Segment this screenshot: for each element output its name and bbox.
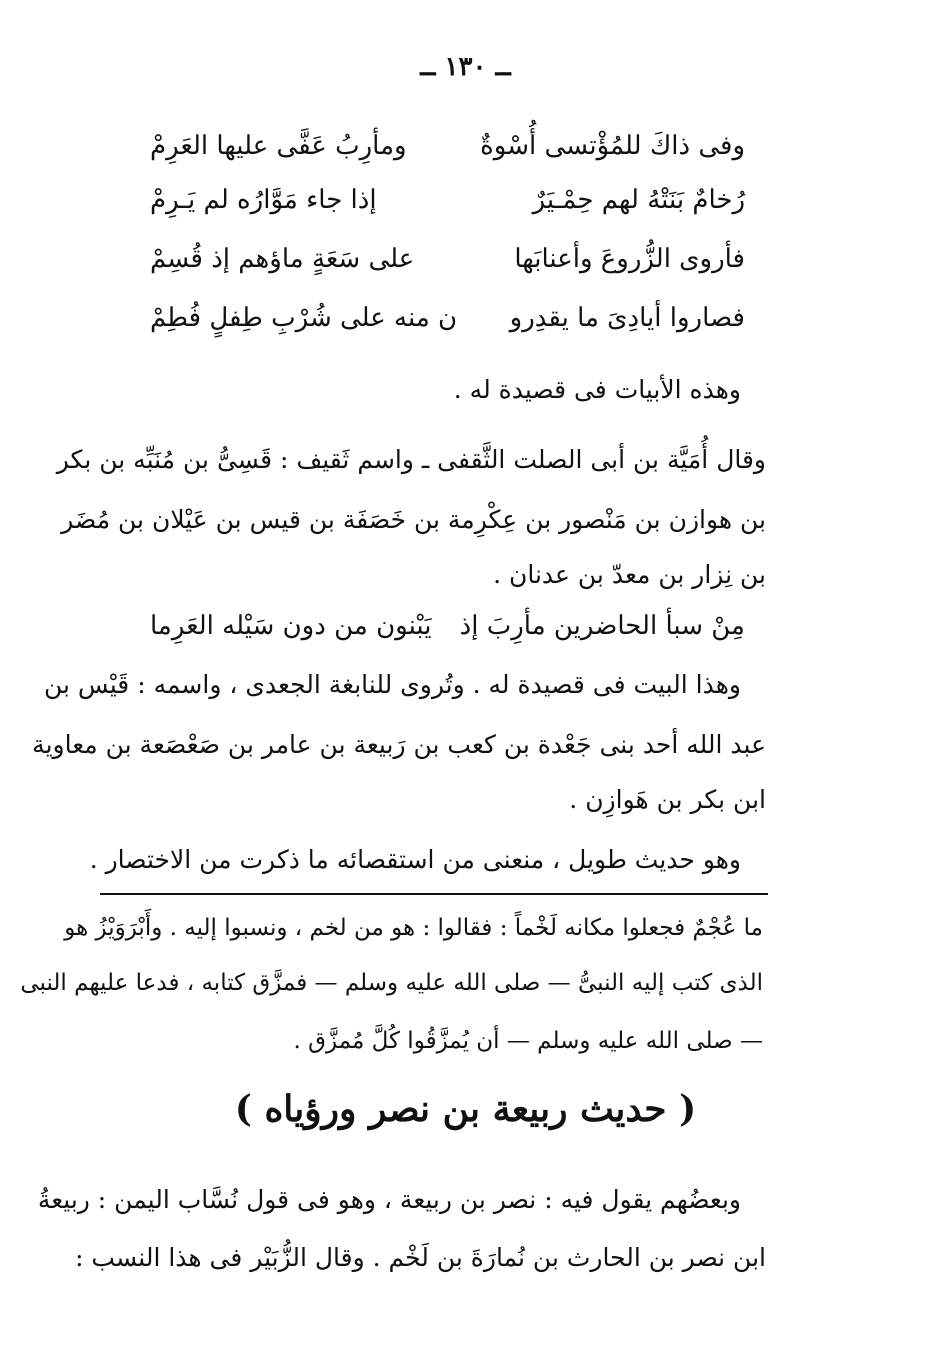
final-paragraph-line-1: وبعضُهم يقول فيه : نصر بن ربيعة ، وهو فى قول نُسَّاب اليمن : ربيعةُ [37, 1185, 741, 1214]
footnote-line-3: — صلى الله عليه وسلم — أن يُمزَّقُوا كُلَّ مُمزَّق . [293, 1028, 763, 1054]
footnote-divider [100, 893, 768, 895]
poem-verse-1 [150, 120, 745, 172]
poem-verse-4 [150, 292, 745, 344]
verse-second-hemistich: يَبْنون من دون سَيْله العَرِما [150, 611, 432, 641]
verse-first-hemistich: مِنْ سبأ الحاضرين مأرِبَ إذ [459, 611, 745, 641]
verse-second-hemistich: على سَعَةٍ ماؤهم إذ قُسِمْ [150, 244, 415, 274]
poem-verse-2 [150, 174, 745, 226]
closing-line: وهو حديث طويل ، منعنى من استقصائه ما ذكرت من الاختصار . [89, 845, 741, 874]
final-paragraph-line-2: ابن نصر بن الحارث بن نُمارَةَ بن لَخْم . وقال الزُّبَيْر فى هذا النسب : [75, 1243, 766, 1272]
verse-second-hemistich: ن منه على شُرْبِ طِفلٍ فُطِمْ [150, 303, 458, 333]
section-heading: ( حديث ربيعة بن نصر ورؤياه ) [234, 1088, 697, 1130]
umayya-paragraph-line-3: بن نِزار بن معدّ بن عدنان . [493, 560, 766, 589]
nabigha-paragraph-line-2: عبد الله أحد بنى جَعْدة بن كعب بن رَبيعة بن عامر بن صَعْصَعة بن معاوية [32, 730, 766, 759]
footnote-line-2: الذى كتب إليه النبىُّ — صلى الله عليه وسلم — فمزَّق كتابه ، فدعا عليهم النبى [20, 970, 763, 996]
verse-second-hemistich: إذا جاء مَوَّارُه لم يَـرِمْ [150, 185, 377, 215]
umayya-paragraph-line-2: بن هوازن بن مَنْصور بن عِكْرِمة بن خَصَفَة بن قيس بن عَيْلان بن مُضَر [61, 505, 766, 534]
page-number: ــ ١٣٠ ــ [420, 52, 511, 82]
umayya-verse [150, 600, 745, 652]
nabigha-paragraph-line-3: ابن بكر بن هَوازِن . [569, 785, 766, 814]
umayya-paragraph-line-1: وقال أُمَيَّة بن أبى الصلت الثَّقفى ـ واسم ثَقيف : قَسِىُّ بن مُنَبِّه بن بكر [56, 445, 766, 474]
footnote-line-1: ما عُجْمٌ فجعلوا مكانه لَخْماً : فقالوا : هو من لخم ، ونسبوا إليه . وأَبْرَوَيْزُ هو [64, 915, 763, 941]
verses-source-note: وهذه الأبيات فى قصيدة له . [453, 375, 741, 404]
verse-first-hemistich: وفى ذاكَ للمُؤْتسى أُسْوةٌ [480, 131, 745, 161]
verse-first-hemistich: فصاروا أيادِىَ ما يقدِرو [509, 303, 745, 333]
nabigha-paragraph-line-1: وهذا البيت فى قصيدة له . وتُروى للنابغة الجعدى ، واسمه : قَيْس بن [43, 670, 741, 699]
verse-first-hemistich: رُخامٌ بَنَتْهُ لهم حِمْـيَرٌ [532, 185, 745, 215]
verse-second-hemistich: ومأرِبُ عَفَّى عليها العَرِمْ [150, 131, 407, 161]
poem-verse-3 [150, 233, 745, 285]
verse-first-hemistich: فأروى الزُّروعَ وأعنابَها [514, 244, 745, 274]
